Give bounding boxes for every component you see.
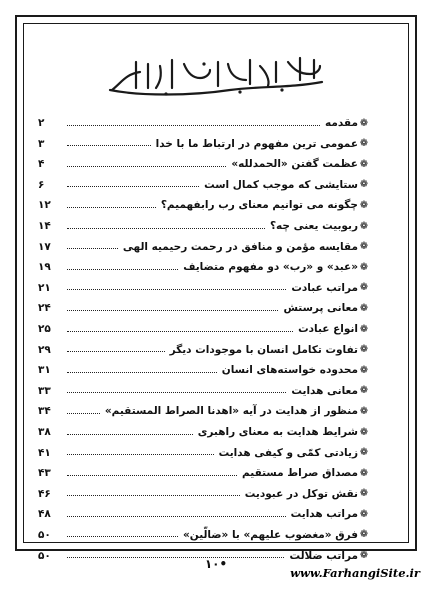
toc-entry [38, 335, 370, 356]
toc-entry-page: ۲۱ [38, 281, 51, 294]
toc-entry-page: ۴۶ [38, 487, 51, 500]
toc-entry-page: ۳ [38, 137, 45, 150]
toc-entry [38, 293, 370, 314]
toc-entry-title: عمومی ترین مفهوم در ارتباط ما با خدا [155, 137, 358, 150]
toc-entry [38, 479, 370, 500]
dot-leader [67, 269, 178, 270]
toc-entry-title: تفاوت تکامل انسان با موجودات دیگر [169, 343, 358, 356]
toc-entry-title: مقایسه مؤمن و منافق در رحمت رحیمیه الهی [122, 240, 358, 253]
toc-entry-title: مراتب ضلالت [289, 549, 358, 562]
bullet-icon: ❁ [359, 199, 369, 211]
toc-entry-title: زیادتی کمّی و کیفی هدایت [218, 446, 358, 459]
dot-leader [67, 536, 178, 537]
toc-entry-page: ۳۱ [38, 364, 51, 377]
bullet-icon: ❁ [359, 344, 369, 356]
bullet-icon: ❁ [359, 261, 369, 273]
dot-leader [67, 475, 237, 476]
page-number-value: ۱۰ [204, 557, 220, 571]
dot-leader [67, 372, 217, 373]
bullet-icon: ❁ [359, 508, 369, 520]
toc-entry [38, 520, 370, 541]
toc-entry-title: محدوده خواسته‌های انسان [221, 364, 358, 377]
toc-entry-title: نقش توکل در عبودیت [244, 487, 358, 500]
toc-entry-page: ۲ [38, 117, 45, 130]
bullet-icon: ❁ [359, 385, 369, 397]
toc-entry-page: ۴۸ [38, 508, 51, 521]
bullet-icon: ❁ [359, 529, 369, 541]
toc-entry [38, 108, 370, 129]
dot-leader [67, 166, 226, 167]
table-of-contents [38, 108, 370, 562]
toc-entry [38, 149, 370, 170]
toc-entry [38, 232, 370, 253]
dot-leader [67, 145, 151, 146]
dot-leader [67, 392, 286, 393]
page-number [196, 557, 236, 571]
toc-entry-title: منظور از هدایت در آیه «اهدنا الصراط المستقیم» [104, 405, 358, 418]
toc-entry-title: مقدمه [325, 117, 358, 130]
bullet-icon: ❁ [359, 282, 369, 294]
dot-leader [67, 557, 284, 558]
toc-entry-title: معانی پرستش [283, 302, 358, 315]
toc-entry-page: ۱۴ [38, 220, 51, 233]
toc-entry-page: ۶ [38, 178, 45, 191]
toc-entry [38, 190, 370, 211]
toc-entry-title: «عبد» و «رب» دو مفهوم متضایف [183, 261, 358, 274]
toc-entry-page: ۲۴ [38, 302, 51, 315]
toc-entry [38, 273, 370, 294]
toc-entry [38, 376, 370, 397]
bullet-icon: ❁ [359, 447, 369, 459]
toc-entry-title: عظمت گفتن «الحمدلله» [231, 158, 358, 171]
toc-entry-page: ۳۸ [38, 426, 51, 438]
dot-leader [67, 248, 118, 249]
dot-leader [67, 310, 278, 311]
toc-entry-page: ۵۰ [38, 528, 51, 541]
toc-entry [38, 170, 370, 191]
dot-leader [67, 125, 320, 126]
dot-leader [67, 331, 293, 332]
toc-entry-page: ۴ [38, 158, 45, 171]
bullet-icon: ❁ [359, 158, 369, 170]
toc-entry [38, 396, 370, 417]
bullet-icon: ❁ [359, 241, 369, 253]
dot-leader [67, 186, 199, 187]
calligraphy-graphic [100, 52, 330, 102]
toc-entry-page: ۱۲ [38, 199, 51, 212]
site-watermark: www.FarhangiSite.ir [290, 566, 420, 580]
toc-entry-page: ۵۰ [38, 549, 51, 562]
toc-entry [38, 252, 370, 273]
toc-entry-title: ستایشی که موجب کمال است [204, 178, 358, 191]
toc-entry [38, 417, 370, 438]
toc-entry-page: ۲۹ [38, 343, 51, 356]
toc-entry [38, 129, 370, 150]
toc-entry-page: ۱۷ [38, 240, 51, 253]
toc-entry [38, 499, 370, 520]
toc-entry [38, 211, 370, 232]
bullet-icon: ❁ [359, 550, 369, 562]
dot-leader [67, 351, 165, 352]
dot-leader [67, 413, 100, 414]
bullet-icon: ❁ [359, 179, 369, 191]
toc-entry-title: مراتب عبادت [291, 281, 358, 294]
toc-entry-title: فرق «مغضوب علیهم» با «ضالّین» [182, 528, 358, 541]
toc-entry [38, 314, 370, 335]
toc-entry-page: ۳۴ [38, 405, 51, 418]
toc-entry-page: ۲۵ [38, 323, 51, 336]
dot-leader [67, 207, 156, 208]
toc-entry-page: ۱۹ [38, 261, 51, 274]
bullet-icon: ❁ [359, 426, 369, 438]
bullet-icon: ❁ [359, 138, 369, 150]
toc-entry [38, 458, 370, 479]
toc-entry-page: ۴۱ [38, 446, 51, 459]
bullet-icon: ❁ [359, 405, 369, 417]
bullet-icon: ❁ [359, 302, 369, 314]
dot-leader [67, 434, 193, 435]
bullet-icon: ❁ [359, 364, 369, 376]
toc-entry [38, 355, 370, 376]
bullet-icon: ❁ [359, 323, 369, 335]
bullet-icon: ❁ [359, 488, 369, 500]
toc-entry-title: شرایط هدایت به معنای راهبری [197, 426, 358, 438]
toc-entry-title: معانی هدایت [291, 384, 358, 397]
page-number-dot: • [219, 557, 228, 571]
toc-entry [38, 438, 370, 459]
toc-entry-title: مصداق صراط مستقیم [242, 467, 358, 480]
dot-leader [67, 228, 265, 229]
toc-entry-title: مراتب هدایت [290, 508, 358, 521]
dot-leader [67, 289, 286, 290]
dot-leader [67, 516, 286, 517]
dot-leader [67, 495, 240, 496]
toc-entry-title: ربوبیت یعنی چه؟ [269, 220, 358, 233]
toc-entry-page: ۳۳ [38, 384, 51, 397]
toc-entry-title: انواع عبادت [298, 323, 358, 336]
bullet-icon: ❁ [359, 467, 369, 479]
toc-entry-title: چگونه می توانیم معنای رب رابفهمیم؟ [160, 199, 358, 212]
bismillah-calligraphy [100, 52, 330, 102]
dot-leader [67, 454, 214, 455]
bullet-icon: ❁ [359, 220, 369, 232]
bullet-icon: ❁ [359, 117, 369, 129]
toc-entry-page: ۴۳ [38, 467, 51, 480]
